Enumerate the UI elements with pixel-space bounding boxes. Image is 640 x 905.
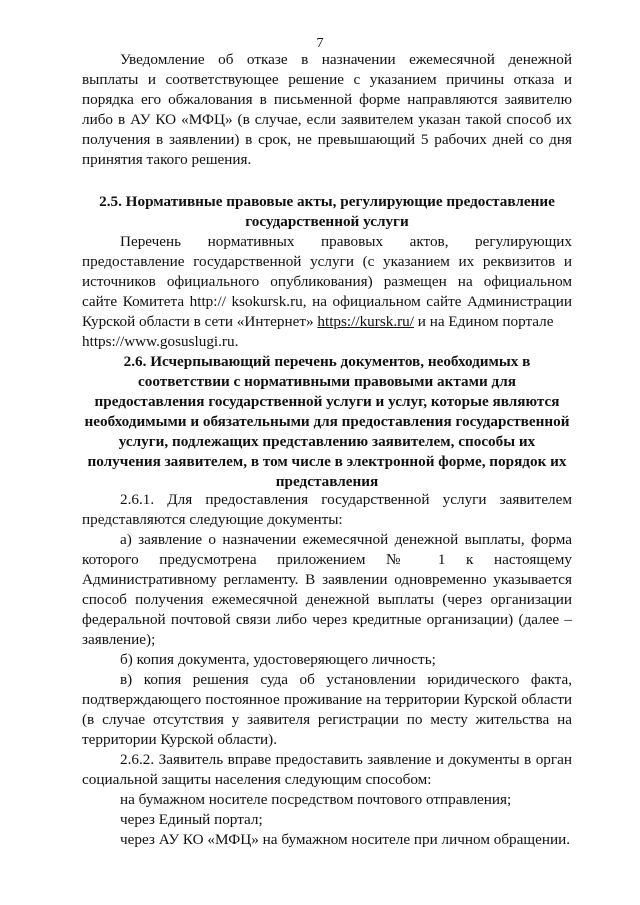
text-line: сайте Комитета http:// ksokursk.ru, на официальном сайте Администрации [82,293,572,310]
text-line: выплаты и соответствующее решение с указанием причины отказа и [82,71,572,88]
text-line: заявление); [82,631,156,648]
text-line: Административному регламенту. В заявлении одновременно указывается [82,571,572,588]
heading-line: государственной услуги [245,213,409,230]
text-line: предоставление государственной услуги (с указанием их реквизитов и [82,253,572,270]
page-number: 7 [316,36,324,51]
submission-ways [82,790,572,850]
text-line: б) копия документа, удостоверяющего личность; [120,651,436,668]
text-line: способ получения ежемесячной денежной выплаты (через организации [82,591,572,608]
text-line: https://www.gosuslugi.ru. [82,333,239,350]
paragraph-refusal-notice [82,50,572,170]
text-line: а) заявление о назначении ежемесячной денежной выплаты, форма [120,531,572,548]
kursk-link[interactable]: https://kursk.ru/ [317,313,414,330]
text-line: которого предусмотрена приложением № 1 к настоящему [82,551,572,568]
text-line: 2.6.1. Для предоставления государственной услуги заявителем [120,491,572,508]
heading-line: получения заявителем, в том числе в электронной форме, порядок их [87,453,567,470]
text-line: источников официального опубликования) размещен на официальном [82,273,572,290]
heading-line: предоставления государственной услуги и услуг, которые являются [94,393,560,410]
document-item-b [82,650,572,670]
heading-line: 2.6. Исчерпывающий перечень документов, необходимых в [123,353,531,370]
text-line: на бумажном носителе посредством почтового отправления; [120,791,512,808]
paragraph-2-6-2 [82,750,572,790]
section-2-6-heading [82,352,572,492]
heading-line: 2.5. Нормативные правовые акты, регулирующие предоставление [99,193,555,210]
text-line: Перечень нормативных правовых актов, регулирующих [120,233,572,250]
text-line: получения в заявлении) в срок, не превышающий 5 рабочих дней со дня [82,131,572,148]
text-line: в) копия решения суда об установлении юридического факта, [120,671,572,688]
text-line: либо в АУ КО «МФЦ» (в случае, если заявителем указан такой способ их [82,111,572,128]
text-line: Уведомление об отказе в назначении ежемесячной денежной [120,51,572,68]
text-line: принятия такого решения. [82,151,252,168]
text-line-with-link [82,312,572,332]
text-line: порядка его обжалования в письменной форме направляются заявителю [82,91,572,108]
section-2-5-heading [82,192,572,232]
heading-line: необходимыми и обязательными для предоставления государственной [84,413,570,430]
text-fragment: и на Едином портале [414,313,554,330]
text-line: через Единый портал; [120,811,263,828]
section-2-5-body [82,232,572,352]
text-line: социальной защиты населения следующим способом: [82,771,432,788]
paragraph-2-6-1 [82,490,572,530]
text-line: территории Курской области). [82,731,278,748]
text-line: (в случае отсутствия у заявителя регистрации по месту жительства на [82,711,572,728]
heading-line: соответствии с нормативными правовыми актами для [138,373,516,390]
text-line: представляются следующие документы: [82,511,343,528]
document-item-c [82,670,572,750]
text-fragment: Курской области в сети «Интернет» [82,313,318,330]
text-line: 2.6.2. Заявитель вправе предоставить заявление и документы в орган [120,751,572,768]
document-item-a [82,530,572,650]
text-line: подтверждающего постоянное проживание на территории Курской области [82,691,572,708]
text-line: федеральной почтовой связи либо через кредитные организации) (далее – [82,611,572,628]
heading-line: представления [275,473,379,490]
heading-line: услуги, подлежащих представлению заявителем, способы их [118,433,536,450]
text-line: через АУ КО «МФЦ» на бумажном носителе при личном обращении. [120,831,571,848]
